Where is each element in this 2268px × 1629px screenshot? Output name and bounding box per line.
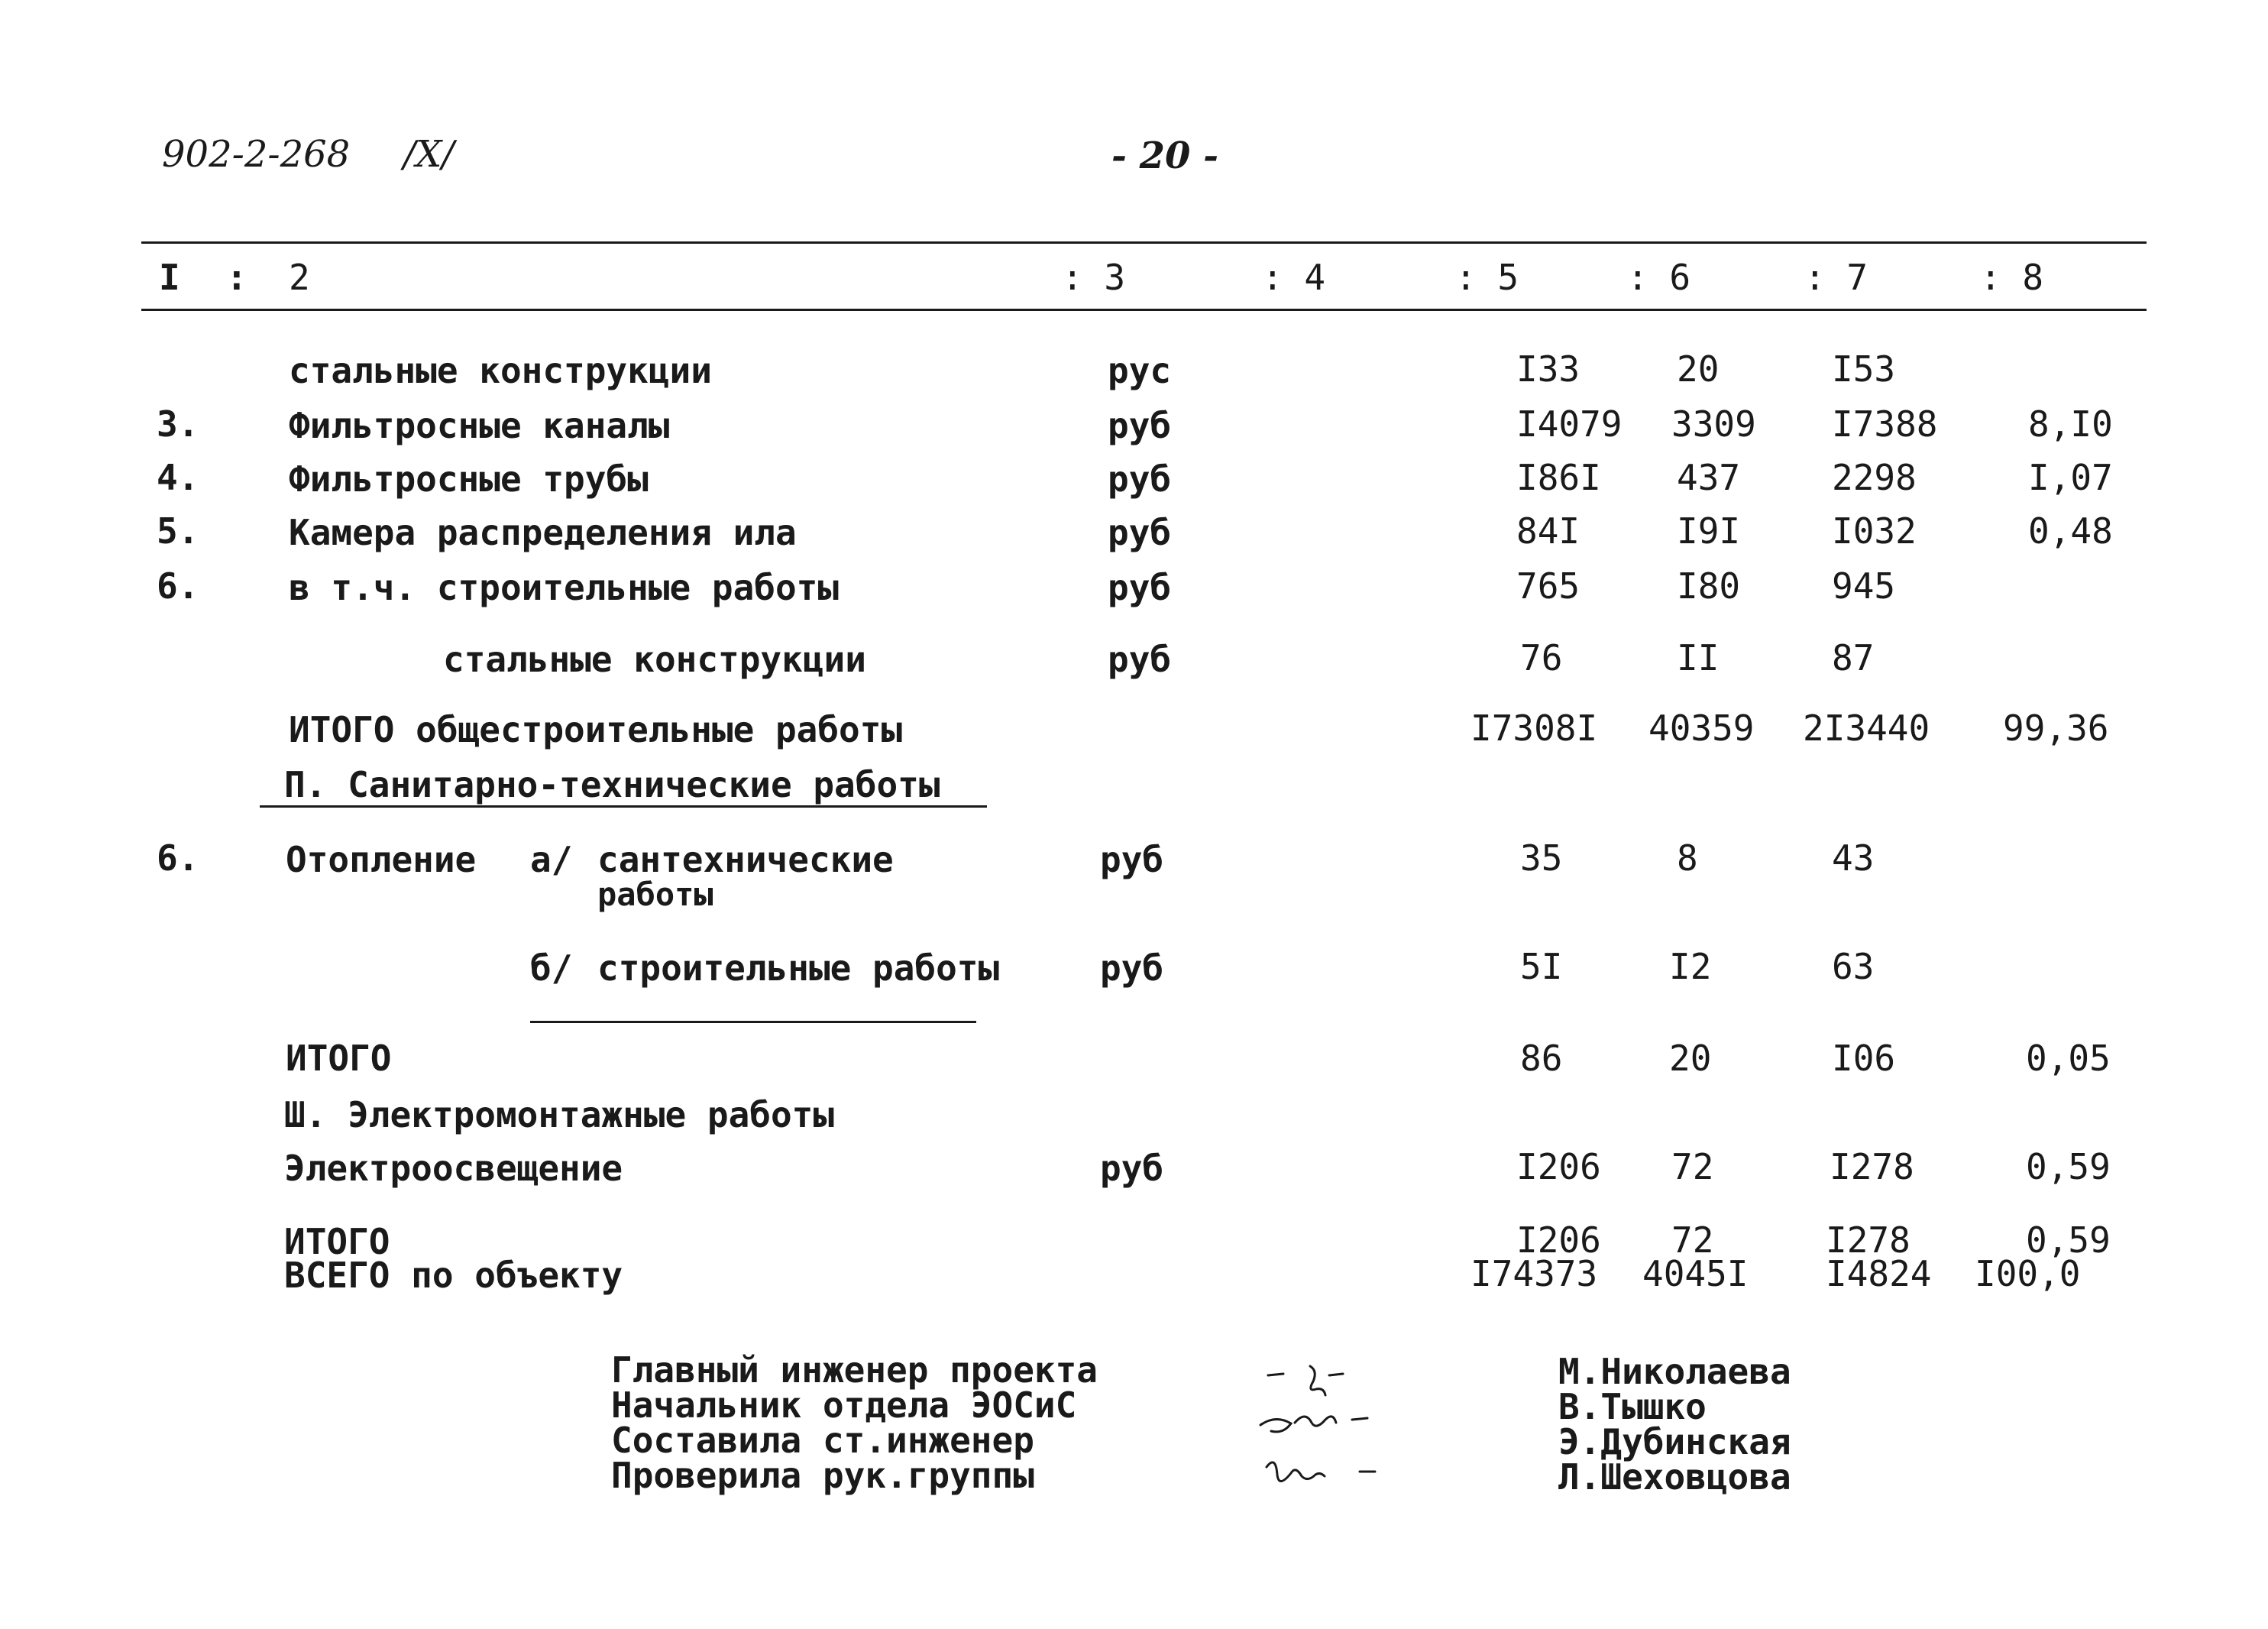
row-col6: 20 — [1669, 1038, 1712, 1079]
row-col7: 945 — [1832, 565, 1896, 607]
row-col5: I206 — [1516, 1146, 1601, 1187]
col-2-header: 2 — [289, 257, 310, 298]
row-name: ИТОГО общестроительные работы — [289, 709, 903, 750]
row-col5: I206 — [1516, 1219, 1601, 1261]
album-number: /X/ — [403, 133, 455, 176]
row-name: стальные конструкции — [289, 350, 712, 391]
row-col5: 5I — [1520, 946, 1563, 987]
col-5-header: : 5 — [1455, 257, 1519, 298]
row-col8: 0,59 — [2026, 1219, 2111, 1261]
handwritten-signatures — [1253, 1352, 1451, 1505]
section-3-title: Ш. Электромонтажные работы — [284, 1094, 835, 1135]
row-col6: 72 — [1671, 1146, 1714, 1187]
row-unit: руб — [1108, 405, 1172, 446]
signature-name: М.Николаева — [1558, 1351, 1791, 1392]
row-col7: I7388 — [1832, 403, 1938, 445]
row-col5: I86I — [1516, 457, 1601, 498]
row-col8: I00,0 — [1975, 1253, 2081, 1294]
col-6-header: : 6 — [1627, 257, 1691, 298]
row-col5: 86 — [1520, 1038, 1563, 1079]
row-col5: 84I — [1516, 510, 1580, 552]
row-col8: 8,I0 — [2028, 403, 2113, 445]
row-col7: I4824 — [1826, 1253, 1932, 1294]
signature-role: Составила ст.инженер — [611, 1420, 1034, 1461]
row-name: ИТОГО — [286, 1038, 392, 1079]
row-col6: I9I — [1677, 510, 1741, 552]
signature-role: Главный инженер проекта — [611, 1349, 1098, 1391]
row-col8: I,07 — [2028, 457, 2113, 498]
signature-role: Проверила рук.группы — [611, 1455, 1034, 1496]
row-col6: 20 — [1677, 348, 1720, 390]
row-num: 3. — [157, 403, 199, 445]
row-col7: 2298 — [1832, 457, 1917, 498]
row-col6: 4045I — [1642, 1253, 1749, 1294]
document-code: 902-2-268 — [162, 133, 351, 176]
row-unit: руб — [1100, 839, 1164, 880]
row-unit: рус — [1108, 350, 1172, 391]
subtotal-rule — [530, 1021, 976, 1023]
row-col8: 0,59 — [2026, 1146, 2111, 1187]
row-col7: 43 — [1832, 837, 1875, 879]
header-top-rule — [141, 241, 2147, 244]
row-col8: 0,48 — [2028, 510, 2113, 552]
row-unit: руб — [1108, 512, 1172, 553]
row-num: 5. — [157, 510, 199, 552]
row-unit: руб — [1108, 458, 1172, 500]
row-unit: руб — [1100, 1148, 1164, 1189]
subitem-a-label: а/ — [530, 839, 573, 880]
row-col5: 76 — [1520, 637, 1563, 678]
row-name: Камера распределения ила — [289, 512, 797, 553]
signature-role: Начальник отдела ЭОСиС — [611, 1384, 1077, 1426]
row-col7: 2I3440 — [1803, 708, 1930, 749]
row-col5: I74373 — [1470, 1253, 1598, 1294]
row-col7: I032 — [1832, 510, 1917, 552]
row-name: в т.ч. строительные работы — [289, 567, 840, 608]
row-col5: I33 — [1516, 348, 1580, 390]
signature-name: Э.Дубинская — [1558, 1421, 1791, 1462]
row-col5: I4079 — [1516, 403, 1623, 445]
row-name: Электроосвещение — [284, 1148, 623, 1189]
col-3-header: : 3 — [1062, 257, 1126, 298]
row-col7: I278 — [1826, 1219, 1910, 1261]
row-col6: II — [1677, 637, 1720, 678]
row-num: 4. — [157, 457, 199, 498]
col-4-header: : 4 — [1262, 257, 1326, 298]
subitem-a-text-line2: работы — [597, 876, 713, 913]
row-col6: 8 — [1677, 837, 1698, 879]
subitem-b-label: б/ — [530, 947, 573, 989]
header-bottom-rule — [141, 309, 2147, 311]
row-name: Фильтросные каналы — [289, 405, 670, 446]
row-name: Фильтросные трубы — [289, 458, 649, 500]
subitem-a-text-line1: сантехнические — [597, 839, 894, 880]
row-num: 6. — [157, 837, 199, 879]
col-8-header: : 8 — [1980, 257, 2044, 298]
row-unit: руб — [1108, 639, 1172, 680]
col-sep: : — [226, 257, 248, 298]
row-col8: 0,05 — [2026, 1038, 2111, 1079]
row-unit: руб — [1100, 947, 1164, 989]
row-name: Отопление — [286, 839, 477, 880]
row-num: 6. — [157, 565, 199, 607]
row-col5: 35 — [1520, 837, 1563, 879]
col-1-header: I — [159, 257, 180, 298]
row-unit: руб — [1108, 567, 1172, 608]
col-7-header: : 7 — [1804, 257, 1868, 298]
row-col7: I278 — [1830, 1146, 1914, 1187]
row-name: ИТОГО — [284, 1221, 390, 1262]
row-col5: I7308I — [1470, 708, 1598, 749]
row-col6: 72 — [1671, 1219, 1714, 1261]
row-col7: I06 — [1832, 1038, 1896, 1079]
row-col6: I80 — [1677, 565, 1741, 607]
row-col8: 99,36 — [2003, 708, 2109, 749]
signature-name: Л.Шеховцова — [1558, 1456, 1791, 1498]
row-col6: 437 — [1677, 457, 1741, 498]
row-col6: 40359 — [1648, 708, 1755, 749]
row-col6: 3309 — [1671, 403, 1756, 445]
page-number: - 20 - — [1111, 134, 1219, 177]
signature-name: В.Тышко — [1558, 1386, 1707, 1427]
row-col7: 87 — [1832, 637, 1875, 678]
row-col7: I53 — [1832, 348, 1896, 390]
section-2-title: П. Санитарно-технические работы — [284, 764, 940, 805]
row-col7: 63 — [1832, 946, 1875, 987]
row-col5: 765 — [1516, 565, 1580, 607]
row-col6: I2 — [1669, 946, 1712, 987]
row-name: стальные конструкции — [443, 639, 866, 680]
subitem-b-text: строительные работы — [597, 947, 1000, 989]
section-2-underline — [260, 805, 987, 808]
row-name: ВСЕГО по объекту — [284, 1255, 623, 1296]
